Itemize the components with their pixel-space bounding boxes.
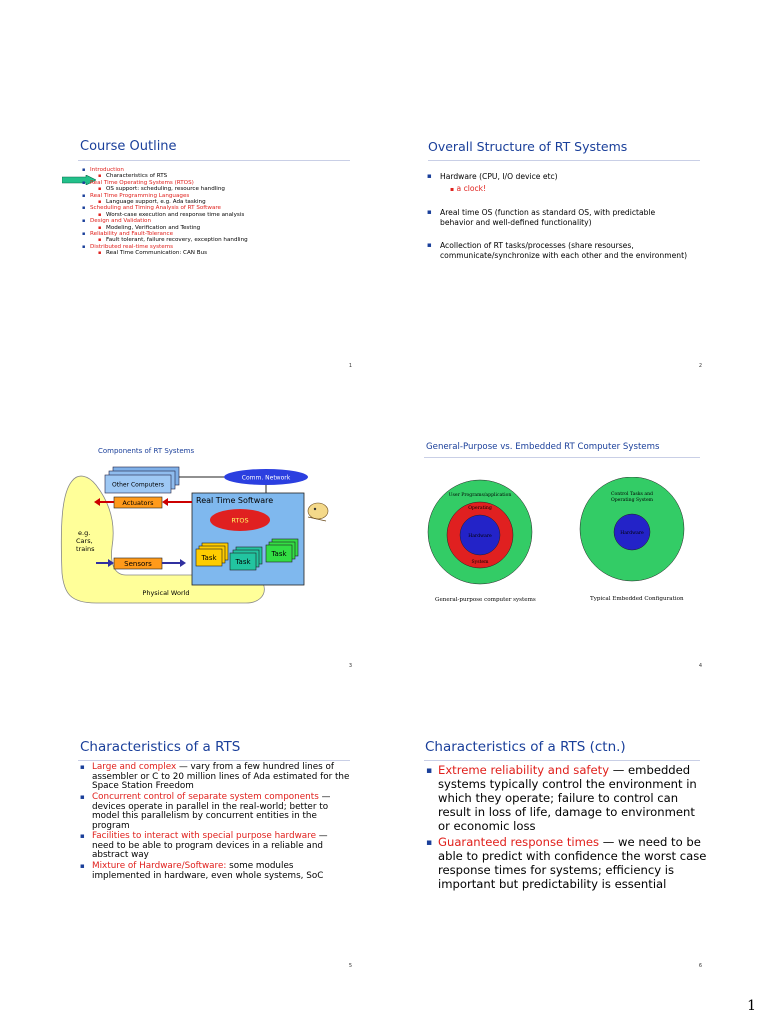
slide-number: 2 xyxy=(698,363,702,369)
components-diagram xyxy=(56,463,356,653)
bullet-icon: ▪ xyxy=(426,766,433,776)
outline-subtopic: ▪ Real Time Communication: CAN Bus xyxy=(82,250,248,256)
outline-subtopic: ▪ Modeling, Verification and Testing xyxy=(82,225,248,231)
svg-text:Task: Task xyxy=(271,550,287,558)
outline-subtopic: ▪ OS support: scheduling, resource handling xyxy=(82,186,248,192)
title-divider xyxy=(424,457,700,458)
bullet-text: Hardware (CPU, I/O device etc) xyxy=(440,172,558,181)
caption-general-purpose: General-purpose computer systems xyxy=(435,597,536,603)
characteristic-item xyxy=(426,835,708,891)
slide-title: Overall Structure of RT Systems xyxy=(428,139,628,154)
rtos-label: RTOS xyxy=(231,516,249,525)
slide-overall-structure xyxy=(420,127,720,377)
svg-text:System: System xyxy=(471,560,489,565)
svg-text:Operating System: Operating System xyxy=(610,498,654,503)
bullet-tasks xyxy=(420,241,690,260)
item-highlight: Large and complex xyxy=(92,762,177,772)
slide-number: 5 xyxy=(348,963,352,969)
characteristic-item xyxy=(426,763,708,833)
other-computers-label: Other Computers xyxy=(112,481,164,489)
actuators-label: Actuators xyxy=(122,499,154,507)
item-text: — embedded systems typically control the environment in which they operate; failure to control can result in loss of life, damage to environment or economic loss xyxy=(438,763,697,833)
systems-diagram xyxy=(420,477,720,627)
item-highlight: Extreme reliability and safety xyxy=(438,763,610,777)
task-stack-teal xyxy=(230,547,262,570)
outline-subtopic: ▪ Language support, e.g. Ada tasking xyxy=(82,199,248,205)
svg-text:Control Tasks and: Control Tasks and xyxy=(610,492,654,497)
bullet-icon: ▪ xyxy=(80,763,85,771)
page-number: 1 xyxy=(747,998,756,1014)
slide-components xyxy=(70,427,370,677)
bullet-rtos xyxy=(420,208,690,227)
item-highlight: Facilities to interact with special purpose hardware xyxy=(92,831,317,841)
slide-gp-vs-embedded xyxy=(420,427,720,677)
caption-embedded: Typical Embedded Configuration xyxy=(590,596,684,602)
slide-title: General-Purpose vs. Embedded RT Computer Systems xyxy=(426,442,660,452)
slide-title: Characteristics of a RTS (ctn.) xyxy=(425,739,626,755)
slide-number: 3 xyxy=(348,663,352,669)
slide-title: Course Outline xyxy=(80,139,177,154)
slide-number: 6 xyxy=(698,963,702,969)
item-text: — we need to be able to predict with confidence the worst case response times for systems; efficiency is important but predictability is essential xyxy=(438,835,707,891)
characteristic-item xyxy=(80,792,352,831)
bullet-icon: ▪ xyxy=(427,172,432,180)
item-highlight: Guaranteed response times xyxy=(438,835,600,849)
outline-topic: ▪ Real Time Programming Languages xyxy=(82,193,248,199)
task-stack-green xyxy=(266,539,298,562)
svg-text:Task: Task xyxy=(235,558,251,566)
item-text: — devices operate in parallel in the real-world; better to model this parallelism by concurrent entities in the program xyxy=(92,792,331,831)
title-divider xyxy=(78,760,350,761)
outline-topic: ▪ Design and Validation xyxy=(82,218,248,224)
embedded-rings xyxy=(580,477,684,581)
example-label-2: Cars, xyxy=(76,537,93,545)
bullet-text: Acollection of RT tasks/processes (share resourses, communicate/synchronize with each other and the environment) xyxy=(440,241,688,260)
svg-text:Hardware: Hardware xyxy=(620,531,644,536)
task-stack-yellow xyxy=(196,543,228,566)
outline-topic: ▪ Reliability and Fault-Tolerance xyxy=(82,231,248,237)
general-purpose-rings xyxy=(428,480,532,584)
slide-characteristics-ctn xyxy=(420,727,720,977)
outline-subtopic: ▪ Fault tolerant, failure recovery, exception handling xyxy=(82,237,248,243)
bullet-icon: ▪ xyxy=(427,208,432,216)
physical-world-label: Physical World xyxy=(142,589,190,597)
svg-text:Hardware: Hardware xyxy=(468,534,492,539)
outline-subtopic: ▪ Characteristics of RTS xyxy=(82,173,248,179)
item-highlight: Concurrent control of separate system components xyxy=(92,792,319,802)
comm-network-label: Comm. Network xyxy=(241,474,291,482)
outline-list xyxy=(82,167,248,257)
svg-text:Task: Task xyxy=(201,554,217,562)
bullet-icon: ▪ xyxy=(80,793,85,801)
bullet-hardware xyxy=(420,172,690,182)
example-label-1: e.g. xyxy=(78,529,91,537)
slide-number: 1 xyxy=(348,363,352,369)
characteristic-item xyxy=(80,762,352,792)
slide-characteristics xyxy=(70,727,370,977)
item-text: — vary from a few hundred lines of assembler or C to 20 million lines of Ada estimated for the Space Station Freedom xyxy=(92,762,350,792)
title-divider xyxy=(428,160,700,161)
item-text: — need to be able to program devices in a reliable and abstract way xyxy=(92,831,328,861)
bullet-text: Areal time OS (function as standard OS, with predictable behavior and well-defined functionality) xyxy=(440,208,656,227)
sensors-label: Sensors xyxy=(124,560,152,568)
outline-topic: ▪ Scheduling and Timing Analysis of RT Software xyxy=(82,205,248,211)
programmer-icon xyxy=(308,503,328,521)
characteristic-item xyxy=(80,831,352,861)
outline-topic: ▪ Real Time Operating Systems (RTOS) xyxy=(82,180,248,186)
title-divider xyxy=(424,760,700,761)
slide-course-outline xyxy=(70,127,370,377)
characteristic-item xyxy=(80,861,352,881)
bullet-icon: ▪ xyxy=(80,832,85,840)
real-time-software-label: Real Time Software xyxy=(196,496,274,505)
bullet-icon: ▪ xyxy=(426,838,433,848)
example-label-3: trains xyxy=(76,545,95,553)
bullet-icon: ▪ xyxy=(80,862,85,870)
outline-topic: ▪ Introduction xyxy=(82,167,248,173)
slide-number: 4 xyxy=(698,663,702,669)
slide-title: Characteristics of a RTS xyxy=(80,739,241,755)
bullet-icon: ▪ xyxy=(427,241,432,249)
sub-bullet-text: a clock! xyxy=(456,184,487,193)
outline-topic: ▪ Distributed real-time systems xyxy=(82,244,248,250)
outline-subtopic: ▪ Worst-case execution and response time analysis xyxy=(82,212,248,218)
item-highlight: Mixture of Hardware/Software: xyxy=(92,861,227,871)
svg-text:User Programs/application: User Programs/application xyxy=(448,493,512,498)
title-divider xyxy=(78,160,350,161)
item-text: some modules implemented in hardware, even whole systems, SoC xyxy=(92,861,324,881)
svg-text:Operating: Operating xyxy=(468,506,492,511)
sub-bullet xyxy=(450,184,486,193)
slide-title: Components of RT Systems xyxy=(98,447,195,455)
bullet-icon: ▪ xyxy=(450,186,455,193)
